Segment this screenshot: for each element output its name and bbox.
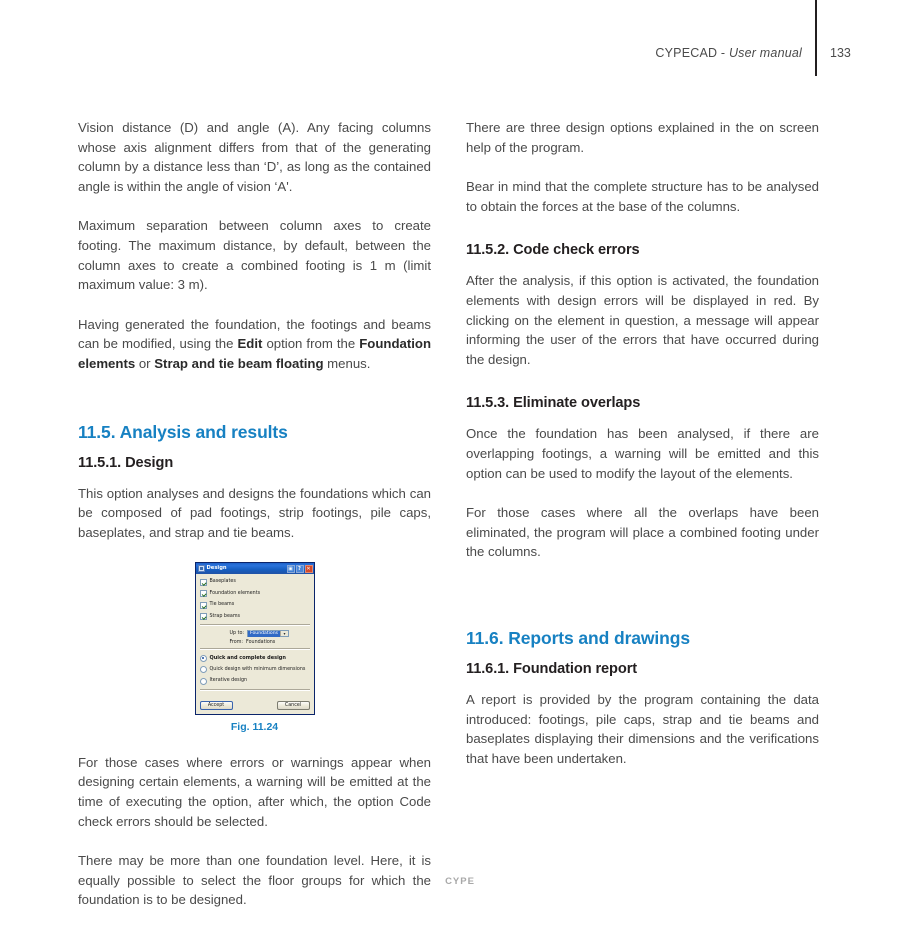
cancel-button[interactable]: Cancel <box>277 701 310 710</box>
up-to-select[interactable] <box>247 630 289 637</box>
radio-label-quick-and-complete-design: Quick and complete design <box>209 655 286 662</box>
radio-row-quick-complete[interactable] <box>200 654 310 662</box>
dialog-window-buttons <box>287 565 313 573</box>
radio-label-iterative-design: Iterative design <box>209 678 248 684</box>
dialog-title: Design <box>206 565 227 572</box>
right-column <box>466 118 819 788</box>
checkbox-label-tie-beams: Tie beams <box>209 602 235 608</box>
radio-quick-design-minimum-dimensions[interactable] <box>200 666 207 673</box>
from-label: From: <box>229 640 244 646</box>
dialog-titlebar[interactable] <box>196 563 314 574</box>
heading-11-5-3: 11.5.3. Eliminate overlaps <box>466 395 641 412</box>
checkbox-tie-beams[interactable] <box>200 602 207 609</box>
heading-11-6: 11.6. Reports and drawings <box>466 627 690 648</box>
heading-11-6-1: 11.6.1. Foundation report <box>466 660 638 677</box>
up-to-label: Up to: <box>229 631 245 637</box>
radio-quick-and-complete-design[interactable] <box>200 655 207 662</box>
checkbox-row-foundation-elements[interactable] <box>200 590 310 598</box>
from-row <box>200 640 310 645</box>
up-to-row[interactable] <box>200 630 310 637</box>
spacer-before-section-11-5 <box>78 394 431 422</box>
checkbox-row-tie-beams[interactable] <box>200 601 310 609</box>
divider-above-radios <box>200 648 310 650</box>
page-header <box>0 0 920 80</box>
radio-row-quick-min-dimensions[interactable] <box>200 666 310 674</box>
paragraph-report-provided: A report is provided by the program containing the data introduced: footings, pile caps, strap and tie beams and baseplates displaying their dimensions and the verifications that have been undertaken. <box>466 691 819 766</box>
checkbox-foundation-elements[interactable] <box>200 590 207 597</box>
heading-11-5: 11.5. Analysis and results <box>78 421 288 442</box>
design-dialog-window[interactable] <box>195 562 315 715</box>
spacer-after-figure <box>78 733 431 753</box>
paragraph-vision-distance: Vision distance (D) and angle (A). Any facing columns whose axis alignment differs from that of the generating column by a distance less than ‘D’, as long as the contained angle is within the angle of vision ‘A'. <box>78 120 431 194</box>
p3-text-c: or <box>135 355 155 371</box>
paragraph-design-option: This option analyses and designs the foundations which can be composed of pad footings, strip footings, pile caps, baseplates, and strap and tie beams. <box>78 485 431 540</box>
paragraph-overlaps-eliminated: For those cases where all the overlaps have been eliminated, the program will place a combined footing under the columns. <box>466 505 819 560</box>
checkbox-label-baseplates: Baseplates <box>209 579 236 585</box>
checkbox-baseplates[interactable] <box>200 579 207 586</box>
p3-bold-foundation-elements: Foundation elements <box>78 336 431 371</box>
p3-text-b: option from the <box>262 336 360 352</box>
running-head-prefix: CYPECAD - <box>655 46 729 60</box>
running-head-italic: User manual <box>728 46 802 60</box>
close-icon[interactable]: ✕ <box>306 565 311 572</box>
radio-label-quick-design-minimum-dimensions: Quick design with minimum dimensions <box>209 666 306 672</box>
running-head-title <box>655 46 802 60</box>
pin-icon[interactable]: ▣ <box>288 565 293 572</box>
divider-above-levels <box>200 624 310 626</box>
paragraph-bear-in-mind: Bear in mind that the complete structure has to be analysed to obtain the forces at the base of the columns. <box>466 179 819 214</box>
radio-row-iterative[interactable] <box>200 677 310 685</box>
dialog-footer <box>196 698 314 714</box>
accept-button[interactable]: Accept <box>200 701 233 710</box>
left-column <box>78 118 431 930</box>
figure-caption-11-24: Fig. 11.24 <box>230 720 279 733</box>
page-number: 133 <box>830 46 851 60</box>
paragraph-max-separation: Maximum separation between column axes to create footing. The maximum distance, by default, between the column axes to create a combined footing is 1 m (limit maximum value: 3 m). <box>78 218 431 293</box>
spacer-before-section-11-6 <box>466 582 819 628</box>
paragraph-errors-warnings: For those cases where errors or warnings appear when designing certain elements, a warning will be emitted at the time of executing the option, after which, the option Code check errors should be selected. <box>78 754 431 829</box>
p3-bold-strap-tie-beam: Strap and tie beam floating <box>154 355 324 371</box>
heading-11-5-1: 11.5.1. Design <box>78 454 174 471</box>
heading-11-5-2: 11.5.2. Code check errors <box>466 242 640 259</box>
application-icon <box>198 565 205 572</box>
checkbox-row-baseplates[interactable] <box>200 578 310 586</box>
paragraph-once-foundation-analysed: Once the foundation has been analysed, if there are overlapping footings, a warning will be emitted and this option can be used to modify the layout of the elements. <box>466 426 819 481</box>
p3-text-d: menus. <box>323 355 371 371</box>
paragraph-foundation-levels: There may be more than one foundation level. Here, it is equally possible to select the floor groups for which the foundation is to be designed. <box>78 853 431 908</box>
dialog-body <box>196 574 314 698</box>
from-value: Foundations <box>246 640 276 646</box>
paragraph-after-analysis: After the analysis, if this option is activated, the foundation elements with design errors will be displayed in red. By clicking on the element in question, a message will appear informing the user of the errors that have occurred during the design. <box>466 273 819 367</box>
p3-text-a: Having generated the foundation, the footings and beams can be modified, using the <box>78 316 431 352</box>
figure-11-24 <box>78 562 431 733</box>
divider-above-buttons <box>200 689 310 691</box>
header-divider-rule <box>815 0 817 76</box>
checkbox-label-foundation-elements: Foundation elements <box>209 590 261 596</box>
radio-iterative-design[interactable] <box>200 678 207 685</box>
checkbox-strap-beams[interactable] <box>200 613 207 620</box>
p3-bold-edit: Edit <box>237 336 263 352</box>
paragraph-having-generated <box>78 315 431 374</box>
checkbox-label-strap-beams: Strap beams <box>209 613 241 619</box>
help-icon[interactable]: ? <box>296 565 304 573</box>
checkbox-row-strap-beams[interactable] <box>200 613 310 621</box>
chevron-down-icon[interactable]: ▾ <box>280 631 288 636</box>
up-to-selected-value: Foundations <box>250 630 279 636</box>
footer-brand: CYPE <box>445 876 475 887</box>
paragraph-three-design-options: There are three design options explained in the on screen help of the program. <box>466 120 819 155</box>
